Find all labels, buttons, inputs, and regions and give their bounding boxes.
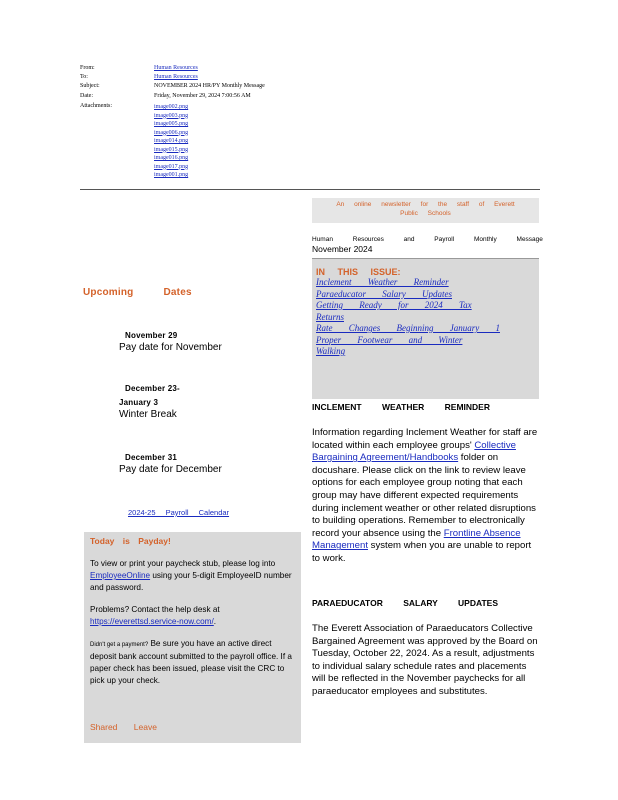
subject-value: NOVEMBER 2024 HR/PY Monthly Message: [154, 83, 265, 89]
inclement-text: system when you are unable to report to work.: [312, 540, 532, 564]
payday-text: Problems? Contact the help desk at: [90, 605, 220, 614]
dates-word: Dates: [163, 287, 192, 298]
payday-paragraph-2: [90, 604, 295, 628]
cba-handbooks-link[interactable]: Collective Bargaining Agreement/Handbooks: [312, 439, 516, 464]
attachment-link[interactable]: image005.png: [154, 121, 189, 127]
in-this-issue-panel: [312, 258, 539, 399]
date-desc-nov29: Pay date for November: [119, 342, 222, 353]
attachment-link[interactable]: image016.png: [154, 155, 189, 161]
newsletter-line-1: An online newsletter for the staff of Everett: [336, 201, 515, 208]
from-value[interactable]: Human Resources: [154, 65, 198, 71]
inclement-text: folder on docushare. Please click on the link to review leave options for each employee group noting that each group may have different expected requirements during inclement weather or other related disruptions to building operations. Remember to electronically record your absence using the: [312, 452, 536, 539]
payday-paragraph-1: [90, 558, 295, 594]
attachments-label: Attachments:: [80, 103, 112, 109]
payday-text: using your 5-digit EmployeeID number and password.: [90, 571, 292, 592]
shared-leave-heading: Shared Leave: [90, 722, 157, 732]
newsletter-line-2: Public Schools: [400, 210, 451, 217]
issue-link-tax-returns-cont[interactable]: Returns: [316, 311, 344, 322]
upcoming-dates-heading: [83, 287, 222, 298]
attachment-link[interactable]: image014.png: [154, 138, 189, 144]
header-divider: [80, 189, 540, 190]
attachment-link[interactable]: image015.png: [154, 146, 189, 153]
attachment-link[interactable]: image001.png: [154, 172, 189, 178]
newsletter-banner: [312, 198, 539, 223]
payday-text: .: [213, 617, 217, 626]
date-label: Date:: [80, 93, 93, 99]
in-this-issue-title: IN THIS ISSUE:: [316, 267, 401, 277]
to-value[interactable]: Human Resources: [154, 74, 198, 80]
attachment-link[interactable]: image002.png: [154, 104, 189, 110]
attachment-link[interactable]: image003.png: [154, 112, 189, 119]
attachment-list: [154, 103, 188, 180]
paraeducator-body: The Everett Association of Paraeducators Collective Bargained Agreement was approved by the Board on Tuesday, October 22, 2024. As a result, adjustments to individual salary schedule rates and placements will be reflected in the November paychecks for all paraeducator employees and substitutes.: [312, 623, 538, 697]
inclement-weather-heading: INCLEMENT WEATHER REMINDER: [312, 402, 490, 412]
inclement-weather-body: [312, 427, 540, 566]
no-payment-question: Didn't get a payment?: [90, 642, 149, 648]
to-label: To:: [80, 74, 88, 80]
issue-link-tax-returns[interactable]: Getting Ready for 2024 Tax: [316, 300, 472, 310]
issue-link-rate-changes[interactable]: Rate Changes Beginning January 1: [316, 323, 500, 333]
help-desk-link[interactable]: https://everettsd.service-now.com/: [90, 617, 214, 626]
from-label: From:: [80, 65, 95, 71]
date-desc-winter-break: Winter Break: [119, 409, 177, 420]
date-label-nov29: November 29: [125, 331, 178, 340]
paraeducator-heading: PARAEDUCATOR SALARY UPDATES: [312, 598, 499, 608]
payroll-calendar-link[interactable]: 2024-25 Payroll Calendar: [128, 508, 230, 517]
date-label-dec31: December 31: [125, 453, 178, 462]
payday-text: To view or print your paycheck stub, please log into: [90, 559, 276, 568]
attachment-link[interactable]: image006.png: [154, 129, 189, 136]
payday-paragraph-3: [90, 638, 295, 687]
date-label-winter-break-line2: January 3: [119, 398, 159, 407]
attachment-link[interactable]: image017.png: [154, 163, 189, 170]
date-desc-dec31: Pay date for December: [119, 464, 222, 475]
payday-panel: [84, 532, 301, 743]
date-value: Friday, November 29, 2024 7:00:56 AM: [154, 93, 251, 99]
date-label-winter-break-line1: December 23-: [125, 384, 180, 393]
inclement-text: Information regarding Inclement Weather for staff are located within each employee groups': [312, 427, 538, 451]
issue-month: November 2024: [312, 244, 373, 254]
payday-text: Be sure you have an active direct deposit bank account submitted to the payroll office. If a paper check has been issued, please visit the CRC to pick up your check.: [90, 639, 292, 685]
employee-online-link[interactable]: EmployeeOnline: [90, 571, 151, 580]
upcoming-word: Upcoming: [83, 287, 134, 298]
issue-link-footwear[interactable]: Proper Footwear and Winter: [316, 334, 463, 345]
issue-link-footwear-cont[interactable]: Walking: [316, 346, 346, 356]
issue-link-paraeducator-salary[interactable]: Paraeducator Salary Updates: [316, 288, 452, 299]
frontline-absence-link[interactable]: Frontline Absence Management: [312, 527, 521, 552]
payday-title: Today is Payday!: [90, 536, 171, 546]
issue-link-inclement-weather[interactable]: Inclement Weather Reminder: [316, 277, 449, 287]
hr-payroll-title: Human Resources and Payroll Monthly Message: [312, 236, 543, 243]
subject-label: Subject:: [80, 83, 100, 89]
